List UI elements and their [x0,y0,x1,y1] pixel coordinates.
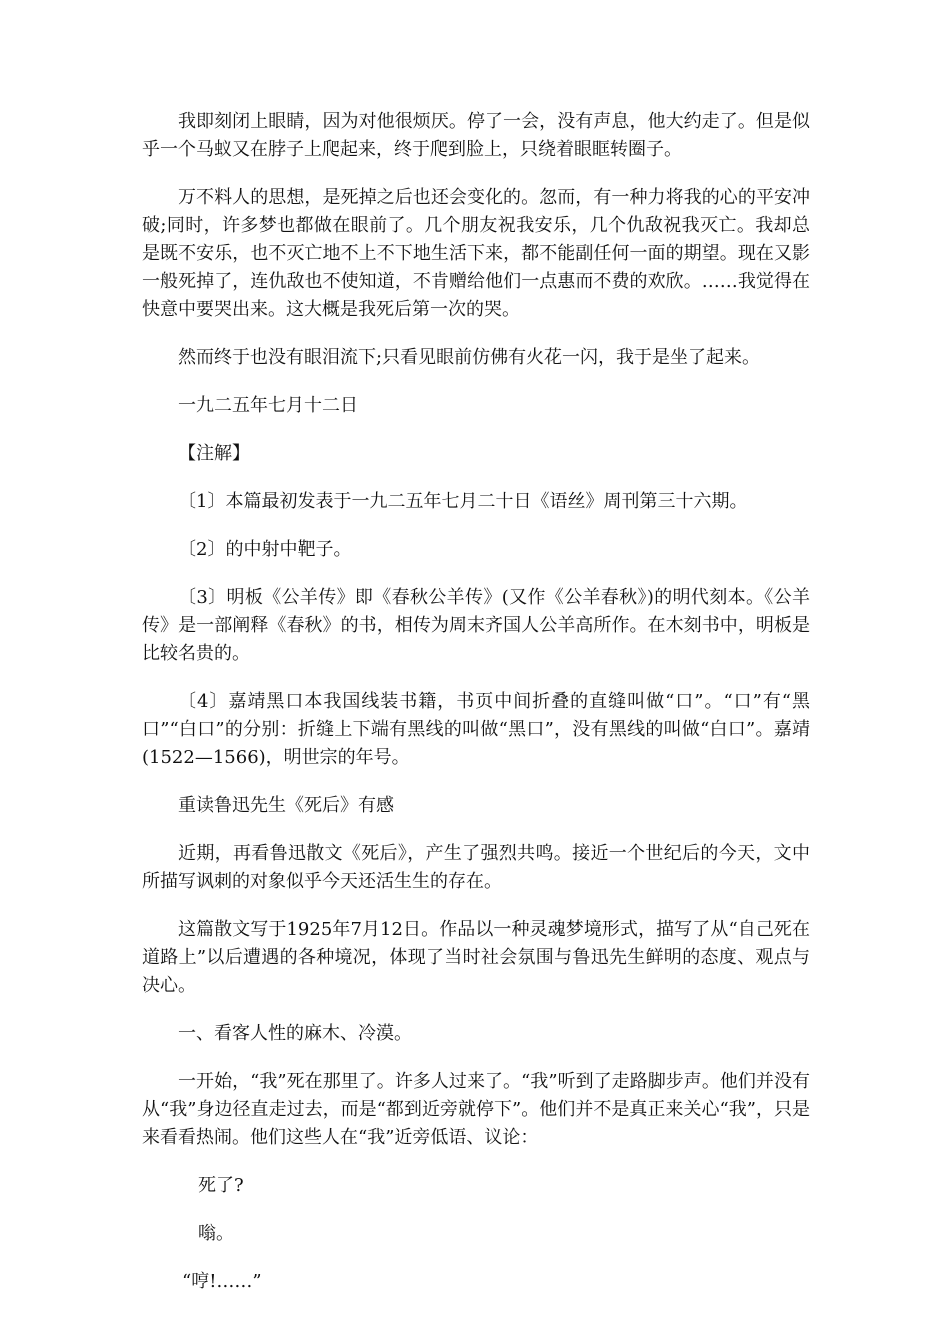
paragraph: 一开始，“我”死在那里了。许多人过来了。“我”听到了走路脚步声。他们并没有从“我”身边径直走过去，而是“都到近旁就停下”。他们并不是真正来关心“我”，只是来看看热闹。他们这些人在“我”近旁低语、议论： [142,1071,810,1148]
quote-line: 死了? [198,1175,244,1196]
notes-heading: 【注解】 [178,443,250,464]
note-3: 〔3〕明板《公羊传》即《春秋公羊传》(又作《公羊春秋》)的明代刻本。《公羊传》是一部阐释《春秋》的书，相传为周末齐国人公羊高所作。在木刻书中，明板是比较名贵的。 [142,587,810,664]
paragraph: 然而终于也没有眼泪流下;只看见眼前仿佛有火花一闪，我于是坐了起来。 [178,347,761,368]
paragraph: 这篇散文写于1925年7月12日。作品以一种灵魂梦境形式，描写了从“自己死在道路上”以后遭遇的各种境况，体现了当时社会氛围与鲁迅先生鲜明的态度、观点与决心。 [142,919,810,996]
date-line: 一九二五年七月十二日 [178,395,358,416]
note-1: 〔1〕本篇最初发表于一九二五年七月二十日《语丝》周刊第三十六期。 [178,491,748,512]
document-body [142,108,810,1316]
note-4: 〔4〕嘉靖黑口本我国线装书籍，书页中间折叠的直缝叫做“口”。“口”有“黑口”“白口”的分别：折缝上下端有黑线的叫做“黑口”，没有黑线的叫做“白口”。嘉靖(1522—1566)，明世宗的年号。 [142,691,810,768]
quote-line: 嗡。 [198,1223,234,1244]
quote-line: “哼!……” [182,1271,262,1292]
section-heading: 一、看客人性的麻木、冷漠。 [178,1023,412,1044]
note-2: 〔2〕的中射中靶子。 [178,539,352,560]
essay-title: 重读鲁迅先生《死后》有感 [178,795,394,816]
paragraph: 近期，再看鲁迅散文《死后》，产生了强烈共鸣。接近一个世纪后的今天，文中所描写讽刺的对象似乎今天还活生生的存在。 [142,843,810,892]
paragraph: 我即刻闭上眼睛，因为对他很烦厌。停了一会，没有声息，他大约走了。但是似乎一个马蚁又在脖子上爬起来，终于爬到脸上，只绕着眼眶转圈子。 [142,111,810,160]
paragraph: 万不料人的思想，是死掉之后也还会变化的。忽而，有一种力将我的心的平安冲破;同时，许多梦也都做在眼前了。几个朋友祝我安乐，几个仇敌祝我灭亡。我却总是既不安乐，也不灭亡地不上不下地生活下来，都不能副任何一面的期望。现在又影一般死掉了，连仇敌也不使知道，不肯赠给他们一点惠而不费的欢欣。……我觉得在快意中要哭出来。这大概是我死后第一次的哭。 [142,187,810,320]
